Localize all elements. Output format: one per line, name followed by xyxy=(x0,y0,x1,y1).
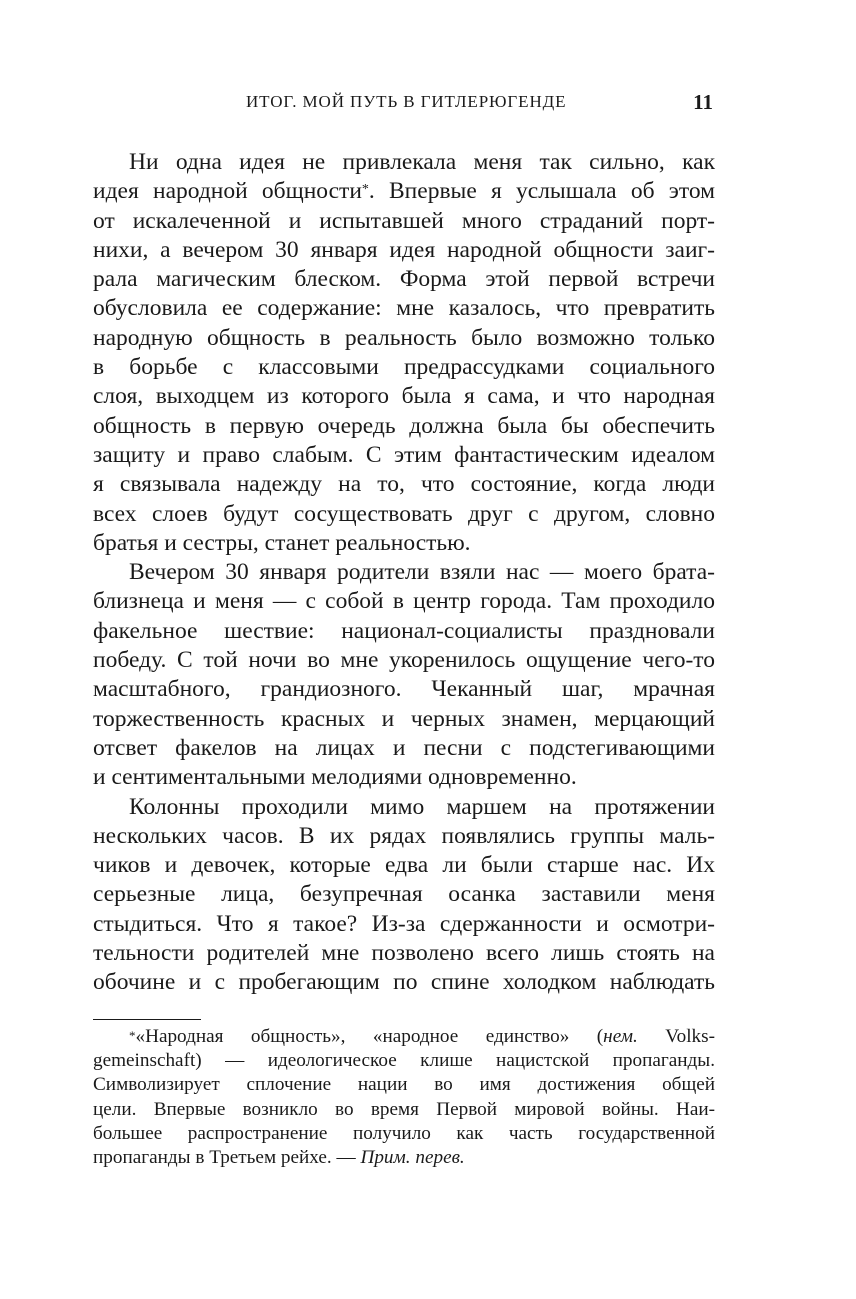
text-fragment: . Впервые я услышала об этом xyxy=(368,178,715,205)
text-line: тельности родителей мне позволено всего лишь стоять на xyxy=(93,940,715,967)
footnote-marker: * xyxy=(129,1028,136,1043)
text-line: Колонны проходили мимо маршем на протяжении xyxy=(129,793,715,820)
paragraph-2 xyxy=(93,558,715,792)
page-number: 11 xyxy=(693,90,713,114)
footnote-marker[interactable]: * xyxy=(361,182,369,198)
footnote-line: цели. Впервые возникло во время Первой мировой войны. Наи- xyxy=(93,1098,715,1120)
translator-note: Прим. перев. xyxy=(360,1147,465,1169)
text-line: общность в первую очередь должна была бы обеспечить xyxy=(93,412,715,439)
footnote-line: большее распространение получило как часть государственной xyxy=(93,1122,715,1144)
page-header xyxy=(93,90,713,118)
text-line: победу. С той ночи во мне укоренилось ощущение чего-то xyxy=(93,647,715,674)
text-fragment: пропаганды в Третьем рейхе. — xyxy=(93,1147,361,1169)
main-text xyxy=(93,148,715,998)
text-line: серьезные лица, безупречная осанка заставили меня xyxy=(93,881,715,908)
paragraph-1 xyxy=(93,148,715,558)
text-line: рала магическим блеском. Форма этой первой встречи xyxy=(93,266,715,293)
text-line: стыдиться. Что я такое? Из-за сдержанности и осмотри- xyxy=(93,910,715,937)
text-line: торжественность красных и черных знамен, мерцающий xyxy=(93,705,715,732)
text-line: я связывала надежду на то, что состояние, когда люди xyxy=(93,471,715,498)
running-title: ИТОГ. МОЙ ПУТЬ В ГИТЛЕРЮГЕНДЕ xyxy=(246,92,567,111)
footnote-line xyxy=(93,1025,715,1049)
text-line: в борьбе с классовыми предрассудками социального xyxy=(93,354,715,381)
text-line: факельное шествие: национал-социалисты праздновали xyxy=(93,617,715,644)
text-line: от искалеченной и испытавшей много страданий порт- xyxy=(93,207,715,234)
text-line: Ни одна идея не привлекала меня так сильно, как xyxy=(129,149,715,175)
text-line: всех слоев будут сосуществовать друг с другом, словно xyxy=(93,500,715,527)
text-fragment: «Народная общность», «народное единство» ( xyxy=(135,1026,604,1047)
text-line: слоя, выходцем из которого была я сама, и что народная xyxy=(93,383,715,410)
footnote xyxy=(93,1025,715,1170)
text-line xyxy=(93,177,715,206)
text-line: обусловила ее содержание: мне казалось, что превратить xyxy=(93,295,715,322)
footnote-divider xyxy=(93,1019,201,1020)
text-line: близнеца и меня — с собой в центр города. Там проходило xyxy=(93,588,715,615)
text-line: братья и сестры, станет реальностью. xyxy=(93,529,471,556)
text-line: отсвет факелов на лицах и песни с подстегивающими xyxy=(93,734,715,761)
language-abbreviation: нем. xyxy=(603,1026,638,1047)
text-line: нескольких часов. В их рядах появлялись группы маль- xyxy=(93,822,715,849)
text-line: защиту и право слабым. С этим фантастическим идеалом xyxy=(93,441,715,468)
text-line: масштабного, грандиозного. Чеканный шаг, мрачная xyxy=(93,676,715,703)
text-line: чиков и девочек, которые едва ли были старше нас. Их xyxy=(93,852,715,879)
text-line: обочине и с пробегающим по спине холодком наблюдать xyxy=(93,969,715,996)
text-line: нихи, а вечером 30 января идея народной общности заиг- xyxy=(93,236,715,263)
footnote-line: gemeinschaft) — идеологическое клише нацистской пропаганды. xyxy=(93,1050,715,1072)
footnote-line: Символизирует сплочение нации во имя достижения общей xyxy=(93,1074,715,1096)
text-line: и сентиментальными мелодиями одновременно. xyxy=(93,764,577,791)
text-fragment: идея народной общности xyxy=(93,178,362,205)
footnote-line xyxy=(93,1146,715,1170)
paragraph-3 xyxy=(93,793,715,998)
text-line: народную общность в реальность было возможно только xyxy=(93,324,715,351)
text-fragment: Volks- xyxy=(637,1026,715,1047)
text-line: Вечером 30 января родители взяли нас — моего брата- xyxy=(129,559,715,586)
